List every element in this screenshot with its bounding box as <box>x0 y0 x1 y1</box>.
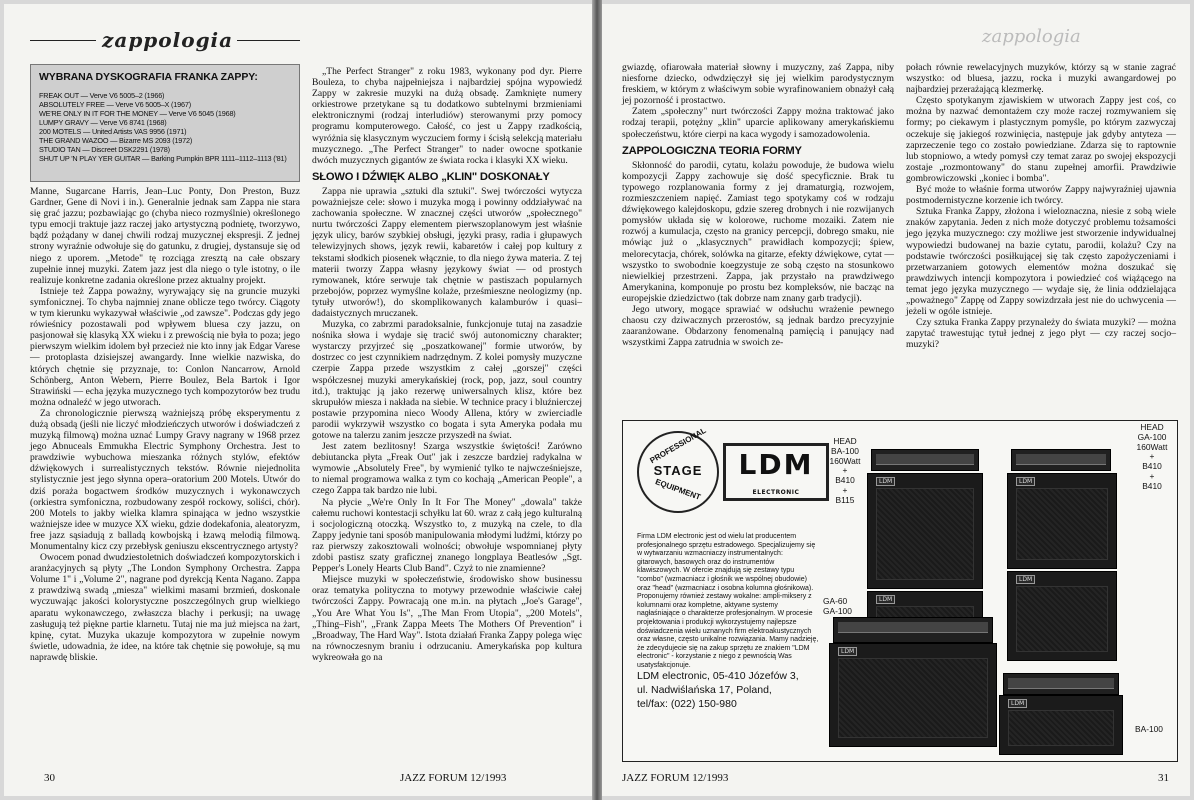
section-header <box>30 28 300 52</box>
label-line: GA-100 <box>823 605 852 616</box>
paragraph: Sztuka Franka Zappy, złożona i wieloznaczna, niesie z sobą wiele znaków zapytania. Jeden z nich może dotyczyć problemu tożsamości jego języka muzycznego: czy możliwe jest stworzenie indywidualnej wypowiedzi budowanej na bazie cytatu, parodii, kolażu? Czy na podstawie twórczości posiłkującej się tak często zapożyczeniami i przetwarzaniem gotowych elementów można doszukać się prawdziwych intencji kompozytora i powiedzieć coś wiążącego na temat jego języka muzycznego — wydaje się, że linia oddzielająca „poważnego" Zappę od Zappy sowizdrzała jest nie do uchwycenia — jeżeli w ogóle istnieje. <box>906 206 1176 318</box>
cabinet-badge: LDM <box>1016 575 1035 584</box>
amp-head-ga100 <box>1011 449 1111 471</box>
cabinet-b410-right-top <box>1007 473 1117 569</box>
left-column-2 <box>312 66 582 766</box>
page-number: 31 <box>1158 772 1169 784</box>
paragraph: Istnieje też Zappa poważny, wyrywający się na gruncie muzyki symfonicznej. To chyba najmniej znane oblicze tego twórcy. Ciągoty w tym kierunku wykazywał właściwie „od zawsze". Podczas gdy jego rówieśnicy pozostawali pod wpływem bluesa czy jazzu, on pasjonował się klasyką XX wieku i z prewością nie była to poza; jego pierwszym wielkim idolem był przecież nie kto inny jak Edgar Varese — protoplasta dzisiejszej awangardy. Inne wielkie nazwiska, do których chętnie się przyznaje, to: Conlon Nancarrow, Arnold Schönberg, Anton Webern, Pierre Boulez, Bela Bartok i Igor Strawiński — echa języka muzycznego tych kompozytorów bez trudu można odnaleźć w jego utworach. <box>30 285 300 408</box>
label-head-ba100 <box>825 437 865 506</box>
paragraph: połach równie rewelacyjnych muzyków, którzy są w stanie zagrać wszystko: od bluesa, jazzu, rocka i muzyki awangardowej po najbardziej przerażającą klezmerkę. <box>906 62 1176 96</box>
section-heading: SŁOWO I DŹWIĘK ALBO „KLIN" DOSKONAŁY <box>312 170 550 183</box>
combo-ga-top <box>833 617 993 643</box>
left-column-1 <box>30 186 300 766</box>
discography-item: LUMPY GRAVY — Verve V6 8741 (1968) <box>39 118 167 127</box>
cabinet-badge: LDM <box>838 647 857 656</box>
cabinet-grill <box>1016 488 1108 560</box>
ldm-logo <box>723 443 829 501</box>
paragraph: Miejsce muzyki w społeczeństwie, środowisko show businessu oraz tematyka polityczna to motywy przewodnie właściwie całej twórczości Zappy. Powracają one m.in. na płytach „Joe's Garage", „You Are What You Is", „The Man From Utopia", „200 Motels", „Thing–Fish", „Frank Zappa Meets The Mothers Of Prevention" i „Broadway, The Hard Way". Istota działań Franka Zappy polega więc na równoczesnym braniu i odrzucaniu. Amerykańska pop kultura wykreowała go na <box>312 574 582 663</box>
cabinet-grill <box>1016 586 1108 652</box>
cabinet-badge: LDM <box>876 477 895 486</box>
discography-item: SHUT UP 'N PLAY YER GUITAR — Barking Pumpkin BPR 1111–1112–1113 ('81) <box>39 154 287 163</box>
label-line: BA-100 <box>831 445 859 456</box>
label-ba100: BA-100 <box>1135 724 1163 734</box>
label-head-ga100 <box>1129 423 1175 492</box>
cabinet-badge: LDM <box>1008 699 1027 708</box>
label-line: B410 <box>835 475 855 486</box>
paragraph: Manne, Sugarcane Harris, Jean–Luc Ponty, Don Preston, Buzz Gardner, Gene di Novi i in.). Generalnie jednak sam Zappa nie stara się grać jazzu; pozbawiając go (chyba nieco rozmyślnie) określonego typu emocji traktuje jazz raczej jako artystyczną podnietę, tworzywo, bądź pożądany w danej chwili rodzaj muzycznej ekspresji. Z jednej strony wyraźnie odwołuje się do gatunku, z drugiej, dystansuje się od niego z uporem. „Metode" tę rozciąga zresztą na całe obszary zupełnie innej muzyki. Zatem jazz jest dla niego o tyle istotny, o ile realizuje konkretne zadania określone przez aktualny projekt. <box>30 186 300 286</box>
right-page <box>602 4 1190 796</box>
amp-panel <box>1016 454 1106 465</box>
paragraph: Zappa nie uprawia „sztuki dla sztuki". Swej twórczości wytycza poważniejsze cele: słowo i muzyka mogą i powinny oddziaływać na zachowania społeczne. W znacznej części utworów „społecznego" nurtu twórczości Zappy elementem pierwszoplanowym jest właśnie język ulicy, barów szybkiej obsługi, języki prasy, radia i głupawych telewizyjnych shows, język rewii, kabaretów i całej pop kultury z tekstami słodkich piosenek włącznie, to dla niego żywa materia. Z tej materii tworzy Zappa własny językowy świat — od prostych rymowanek, które serwuje tak chętnie w pastiszach popularnych przebojów, poprzez wymyślne kolaże, prześmieszne neologizmy (np. tytuły utworów!), do skomplikowanych kalamburów i quasi–dadaistycznych mruczanek. <box>312 185 582 319</box>
ldm-advertisement <box>622 420 1178 762</box>
label-line: GA-100 <box>1137 431 1167 442</box>
amp-head-ba100 <box>871 449 979 471</box>
paragraph: Muzyka, co zabrzmi paradoksalnie, funkcjonuje tutaj na zasadzie nośnika słowa i wydaje się tracić swój autonomiczny charakter; wystarczy przyjrzeć się „poszatkowanej" formie utworów, by dostrzec co jest czynnikiem nadrzędnym. Z kolei pomysły muzyczne czerpie Zappa przede wszystkim z całej „gorszej" części współczesnej muzyki amerykańskiej (rock, pop, jazz, soul country itd.), traktując ją jako rezerwę uniwersalnych klisz, które bez skrupułów miesza i nakłada na siebie. W technice pracy i bluźnierczej postawie przypomina nieco Woody Allena, który w zwierciadle parodii wykrzywił wszystko co bogata i syta Ameryka podała mu gotowe na talerzu zanim jeszcze przyszedł na świat. <box>312 319 582 441</box>
magazine-issue: JAZZ FORUM 12/1993 <box>400 772 507 784</box>
combo-ba-top <box>1003 673 1119 695</box>
cabinet-grill <box>876 488 974 580</box>
label-line: 160Watt <box>1136 441 1168 452</box>
label-line: + <box>842 484 848 495</box>
paragraph: Być może to właśnie forma utworów Zappy najwyraźniej ujawnia postmodernistyczne korzenie ich twórcy. <box>906 184 1176 207</box>
label-line: B410 <box>1142 461 1162 472</box>
header-rule-right <box>230 40 300 41</box>
amp-panel <box>838 622 988 633</box>
label-line: + <box>842 465 848 476</box>
stage-logo-top: PROFESSIONAL <box>648 425 708 466</box>
discography-item: 200 MOTELS — United Artists VAS 9956 (1971) <box>39 127 187 136</box>
label-line: + <box>1149 470 1155 481</box>
paragraph: Zatem „społeczny" nurt twórczości Zappy można traktować jako rodzaj terapii, potężny „klin" uparcie aplikowany amerykańskiemu społeczeństwu, które cierpi na kaca wygody i samozadowolenia. <box>622 106 894 140</box>
paragraph: Skłonność do parodii, cytatu, kolażu powoduje, że budowa wielu kompozycji Zappy zachowuje się dość specyficznie. Brak tu typowego rozplanowania formy z jej dramaturgią, rozwojem, rozmieszczeniem napięć. Zamiast tego spotykamy coś w rodzaju dźwiękowego kalejdoskopu, gdzie szereg drobnych i nie rozwijanych pomysłów układa się w kolorowe, ruchome mozaiki. Zatem nie rozwój a kumulacja, często na granicy percepcji, dobrego smaku, nie mówiąc już o „klasycznych" prawidłach kompozycji; śpiew, melorecytacja, chórek, solówka na gitarze, efekty dźwiękowe, cytat — wszystko to swobodnie koegzystuje ze sobą często na stosunkowo niewielkiej przestrzeni. Zappa, jak przystało na prawdziwego Amerykanina, komponuje po prostu bez kompleksów, nie bacząc na europejskie dziedzictwo (tak dobrze nam znany garb tradycji). <box>622 159 894 304</box>
cabinet-grill <box>838 658 988 738</box>
label-line: 160Watt <box>829 455 861 466</box>
section-heading: ZAPPOLOGICZNA TEORIA FORMY <box>622 144 802 157</box>
ad-contact <box>637 669 799 711</box>
paragraph: gwiazdę, ofiarowała materiał słowny i muzyczny, zaś Zappa, niby niesforne dziecko, odwdzięczył się jej wielkim parodystycznym freskiem, w którym z właściwym sobie wyrafinowaniem obnażył całą jej pozorność i prostactwo. <box>622 62 894 107</box>
stage-equipment-logo <box>637 425 719 513</box>
discography-item: FREAK OUT — Verve V6 5005–2 (1966) <box>39 91 165 100</box>
ad-body-text: Firma LDM electronic jest od wielu lat producentem profesjonalnego sprzętu estradowego. Specjalizujemy się w wytwarzaniu wzmacniaczy instrumentalnych: gitarowych, basowych oraz do instrumentów klawiszowych. W ofercie znajdują się zestawy typu "combo" (wzmacniacz i głośnik we wspólnej obudowie) oraz "head" (wzmacniacz i osobna kolumna głośnikowa). Proponujemy również zestawy wokalne: ampli-miksery z kolumnami oraz kompletne, aktywne systemy nagłaśniające o charakterze profesjonalnym. W procesie projektowania i produkcji wykorzystujemy najlepsze doświadczenia wielu uznanych firm elektroakustycznych oraz własne, często unikalne rozwiązania. Mamy nadzieję, że zdecydujecie się na zakup sprzętu ze znakiem "LDM electronic" - korzystanie z niego z pewnością Was usatysfakcjonuje. <box>637 533 819 669</box>
discography-box <box>30 64 300 182</box>
page-number: 30 <box>44 772 55 784</box>
label-combo-ga <box>823 597 859 617</box>
spine-gutter <box>592 0 602 800</box>
magazine-issue: JAZZ FORUM 12/1993 <box>622 772 729 784</box>
contact-line: tel/fax: (022) 150-980 <box>637 698 737 710</box>
discography-item: STUDIO TAN — Discreet DSK2291 (1978) <box>39 145 170 154</box>
paragraph: Często spotykanym zjawiskiem w utworach Zappy jest coś, co można by nazwać demontażem czy może raczej rozmywaniem się formy; po ciekawym i plastycznym pomyśle, po którym zazwyczaj oczekuje się jakiegoś rozwinięcia, następuje jak gdyby antyteza — zaprzeczenie tego co zostało powiedziane. Zdarza się to raptownie lub stopniowo, a wtedy pomysł czy temat zaraz po swojej ekspozycji zostaje „rozmontowany" do stanu zupełnej amorfii. Prawdziwie gombrowiczowski „koniec i bomba". <box>906 95 1176 184</box>
combo-ga <box>829 643 997 747</box>
combo-ba100 <box>999 695 1123 755</box>
cabinet-b410-left <box>867 473 983 589</box>
discography-item: THE GRAND WAZOO — Bizarre MS 2093 (1972) <box>39 136 193 145</box>
paragraph: Za chronologicznie pierwszą ważniejszą próbę eksperymentu z dużą obsadą (jeśli nie liczyć młodzieńczych utworów i doświadczeń z muzyką filmową) można uznać Lumpy Gravy nagrany w 1968 przez jego Abnuceals Emmukha Electric Symphony Orchestra. Jest to prawdziwie wybuchowa mieszanka różnych stylów, efektów dźwiękowych i surrealistycznych tekstów. Równie niejednolita stylistycznie jest jego słynna opera–oratorium 200 Motels. Utwór do dziś poraża bogactwem środków muzycznych i wykonawczych (orkiestra symfoniczna, rozbudowany zespół rockowy, soliści, chór). 200 Motels to jakby wielka klamra spinająca w jedno wszystkie ważniejsze idee w muzyce XX wieku, gdzie dodekafonia, aleatoryzm, free jazz sąsiadują z balladą kowbojską i łzawą melodią filmową. Monumentalny kicz czy przebłysk geniuszu ekscentrycznego artysty? <box>30 407 300 552</box>
amp-panel <box>1008 678 1114 689</box>
paragraph: Na płycie „We're Only In It For The Money" „dowala" także całemu ruchowi kontestacji schyłku lat 60. wraz z całą jego kulturalną i socjologiczną otoczką. Wszystko to, z muzyką na czele, to dla Zappy jedynie tani sposób manipulowania młodymi ludźmi, którzy po raz pierwszy zakosztowali wolności; obwołuje wspomnianej płyty zdobi pastisz szaty graficznej znanego longplaya Beatlesów „Sgt. Pepper's Lonely Hearts Club Band". Czyż to nie znamienne? <box>312 496 582 575</box>
cabinet-badge: LDM <box>876 595 895 604</box>
paragraph: „The Perfect Stranger" z roku 1983, wykonany pod dyr. Pierre Bouleza, to chyba najpełniejsza i najbardziej spójna wypowiedź Zappy w zakresie muzyki na dużą obsadę. Zamknięte numery orkiestrowe przetykane są tu dodatkowo subtelnymi brzmieniami elektronicznymi (rodzaj interludiów) sterowanymi przy pomocy programu komputerowego. Całość, co jest u Zappy rzadkością, wyróżnia się klasycznym wyczuciem formy i ścisłą selekcją materiału muzycznego. „The Perfect Stranger" to nader owocne spotkanie dwóch muzycznych gigantów ze świata rocka i klasyki XX wieku. <box>312 66 582 166</box>
discography-item: ABSOLUTELY FREE — Verve V6 5005–X (1967) <box>39 100 191 109</box>
paragraph: Czy sztuka Franka Zappy przynależy do świata muzyki? — można zapytać trawestując tytuł jednej z jego płyt — czy raczej socjo–muzyki? <box>906 317 1176 351</box>
discography-item: WE'RE ONLY IN IT FOR THE MONEY — Verve V6 5045 (1968) <box>39 109 236 118</box>
header-rule-left <box>30 40 96 41</box>
stage-logo-bottom: EQUIPMENT <box>654 477 702 502</box>
ghost-header: zappologia <box>982 26 1081 47</box>
ldm-logo-sub: ELECTRONIC <box>752 489 800 496</box>
paragraph: Owocem ponad dwudziestoletnich doświadczeń kompozytorskich i aranżacyjnych są płyty „The London Symphony Orchestra. Zappa Volume 1" i „Volume 2", nagrane pod dyrekcją Kenta Nagano. Zappa z prawdziwą swadą „miesza" wielkimi masami brzmień, doskonale wyczuwając jakości kolorystyczne poszczególnych grup wielkiego aparatu wykonawczego, zwłaszcza blachy i perkusji; na uwagę zasługują też piękne partie klarnetu. Tutaj nie ma już miejsca na żart, kpinę, cytat. Muzyka ukazuje kompozytora w zupełnie nowym świetle, udowadnia, że idee, na które tak chętnie się powołuje, są mu naprawdę bliskie. <box>30 552 300 663</box>
label-line: HEAD <box>1140 422 1164 432</box>
label-line: GA-60 <box>823 596 848 606</box>
cabinet-grill <box>1008 710 1114 746</box>
amp-panel <box>876 454 974 465</box>
paragraph: Jest zatem bezlitosny! Szarga wszystkie świętości! Zarówno debiutancka płyta „Freak Out" jak i zeszcze bardziej radykalna w wymowie „Absolutely Free", by wymienić tylko te najwcześniejsze, to niemal programowa walka z tym co kochają „American People", a czego Zappa tak bardzo nie lubi. <box>312 441 582 497</box>
contact-line: LDM electronic, 05-410 Józefów 3, <box>637 670 799 682</box>
label-line: HEAD <box>833 436 857 446</box>
section-logo: zappologia <box>98 28 237 52</box>
left-page <box>4 4 592 796</box>
cabinet-badge: LDM <box>1016 477 1035 486</box>
label-line: B115 <box>835 494 855 505</box>
label-line: + <box>1149 451 1155 462</box>
right-column-1 <box>622 62 894 412</box>
discography-title: WYBRANA DYSKOGRAFIA FRANKA ZAPPY: <box>39 71 258 83</box>
ldm-logo-text: LDM <box>738 448 814 481</box>
right-column-2 <box>906 62 1176 412</box>
cabinet-b410-right-bottom <box>1007 571 1117 661</box>
paragraph: Jego utwory, mogące sprawiać w odsłuchu wrażenie pewnego chaosu czy dziwacznych przerostów, są jednak bardzo precyzyjnie zaaranżowane. Obdarzony fenomenalną pamięcią i panujący nad wszystkimi Zappa zatrudnia w swoich ze- <box>622 303 894 349</box>
label-line: B410 <box>1142 480 1162 491</box>
contact-line: ul. Nadwiślańska 17, Poland, <box>637 684 772 696</box>
stage-logo-mid: STAGE <box>653 463 703 478</box>
